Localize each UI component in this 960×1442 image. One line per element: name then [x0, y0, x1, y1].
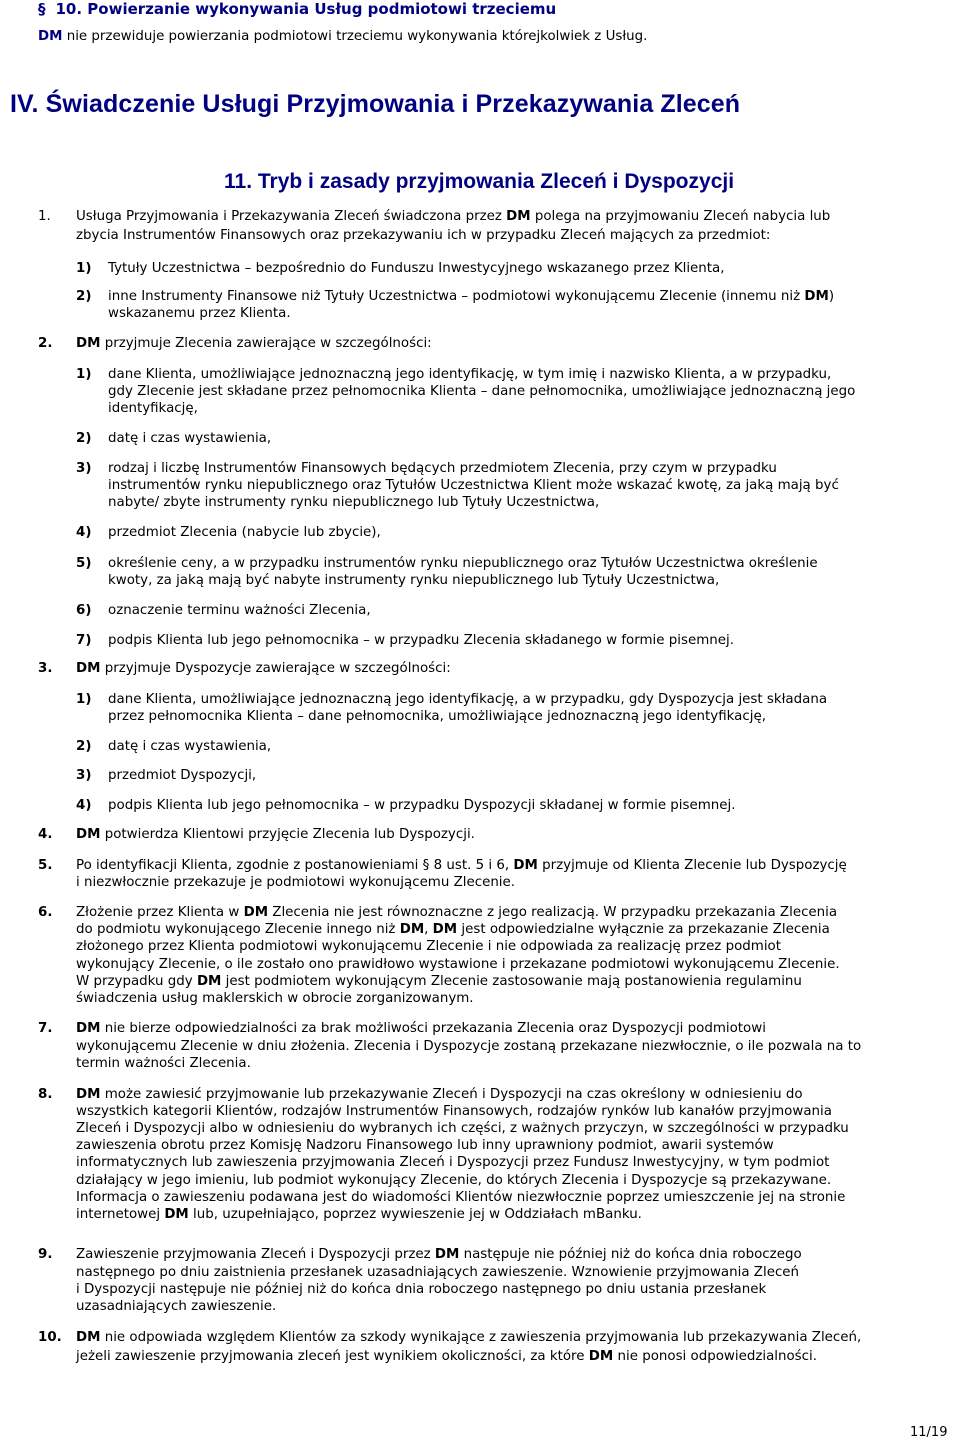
point-text-line: Zleceń i Dyspozycji albo w odniesieniu do wybranych ich części, z ważnych przyczyn, w szczególności w przypadku: [76, 1121, 849, 1136]
point-number: 7.: [38, 1021, 53, 1036]
subpoint-number: 1): [76, 261, 92, 276]
point-text-line: wykonujący Zlecenie, o ile zostało ono prawidłowo wystawione i przekazane podmiotowi wykonującemu Zlecenie.: [76, 957, 840, 972]
section-10-text: [38, 28, 647, 45]
subpoint-text: dane Klienta, umożliwiające jednoznaczną jego identyfikację, w tym imię i nazwisko Klienta, a w przypadku,: [108, 367, 832, 382]
subpoint-text: inne Instrumenty Finansowe niż Tytuły Uczestnictwa – podmiotowi wykonującemu Zlecenie (innemu niż DM): [108, 289, 835, 304]
point-text-line: następnego po dniu zaistnienia przesłanek uzasadniających zawieszenie. Wznowienie przyjmowania Zleceń: [76, 1265, 800, 1280]
subpoint-number: 1): [76, 367, 92, 382]
point-text-line: Po identyfikacji Klienta, zgodnie z postanowieniami § 8 ust. 5 i 6, DM przyjmuje od Klienta Zlecenie lub Dyspozycję: [76, 858, 847, 873]
point-text-line: wszystkich kategorii Klientów, rodzajów Instrumentów Finansowych, rodzajów rynków lub kanałów przyjmowania: [76, 1104, 832, 1119]
subpoint-text: Tytuły Uczestnictwa – bezpośrednio do Funduszu Inwestycyjnego wskazanego przez Klienta,: [108, 261, 725, 276]
point-text-line: internetowej DM lub, uzupełniająco, poprzez wywieszenie jej w Oddziałach mBanku.: [76, 1207, 642, 1222]
dm-abbrev: DM: [38, 29, 63, 44]
point-text-line: świadczenia usług maklerskich w obrocie zorganizowanym.: [76, 991, 474, 1006]
subpoint-number: 5): [76, 556, 92, 571]
point-text-line: W przypadku gdy DM jest podmiotem wykonującym Zlecenie zastosowanie mają postanowienia regulaminu: [76, 974, 802, 989]
section-11-heading: 11. Tryb i zasady przyjmowania Zleceń i Dyspozycji: [224, 170, 735, 193]
subpoint-text: gdy Zlecenie jest składane przez pełnomocnika Klienta – dane pełnomocnika, umożliwiające jednoznaczną jego: [108, 384, 856, 399]
point-text-line: jeżeli zawieszenie przyjmowania zleceń jest wynikiem okoliczności, za które DM nie ponosi odpowiedzialności.: [76, 1349, 817, 1364]
subpoint-number: 2): [76, 739, 92, 754]
subpoint-text: określenie ceny, a w przypadku instrumentów rynku niepublicznego oraz Tytułów Uczestnictwa określenie: [108, 556, 818, 571]
subpoint-number: 6): [76, 603, 92, 618]
point-number: 2.: [38, 336, 53, 351]
point-text-line: Złożenie przez Klienta w DM Zlecenia nie jest równoznaczne z jego realizacją. W przypadku przekazania Zlecenia: [76, 905, 838, 920]
point-text-line: DM nie bierze odpowiedzialności za brak możliwości przekazania Zlecenia oraz Dyspozycji podmiotowi: [76, 1021, 766, 1036]
subpoint-text: wskazanemu przez Klienta.: [108, 306, 291, 321]
subpoint-text: identyfikację,: [108, 401, 198, 416]
point-number: 8.: [38, 1087, 53, 1102]
section-10-title: 10. Powierzanie wykonywania Usług podmiotowi trzeciemu: [55, 0, 557, 18]
subpoint-number: 4): [76, 525, 92, 540]
section-10-heading: [38, 1, 556, 18]
subpoint-text: oznaczenie terminu ważności Zlecenia,: [108, 603, 371, 618]
point-text-line: informatycznych lub zawieszenia przyjmowania Zleceń i Dyspozycji przez Fundusz Inwestycyjny, w tym podmiot: [76, 1155, 830, 1170]
subpoint-number: 4): [76, 798, 92, 813]
point-text-line: uzasadniających zawieszenie.: [76, 1299, 277, 1314]
point-text-line: działający w jego imieniu, lub podmiot wykonujący Zlecenie, do których Zlecenia i Dyspozycje są przekazywane.: [76, 1173, 832, 1188]
point-text-line: Zawieszenie przyjmowania Zleceń i Dyspozycji przez DM następuje nie później niż do końca dnia roboczego: [76, 1247, 802, 1262]
point-text-line: i Dyspozycji następuje nie później niż do końca dnia roboczego następnego po dniu ustania przesłanek: [76, 1282, 767, 1297]
subpoint-number: 3): [76, 461, 92, 476]
point-number: 10.: [38, 1330, 62, 1345]
subpoint-number: 1): [76, 692, 92, 707]
point-number: 6.: [38, 905, 53, 920]
point-number: 5.: [38, 858, 53, 873]
subpoint-text: nabyte/ zbyte instrumenty rynku niepublicznego lub Tytuły Uczestnictwa,: [108, 495, 600, 510]
point-text-line: zawieszenia obrotu przez Komisję Nadzoru Finansowego lub inny uprawniony podmiot, awarii systemów: [76, 1138, 774, 1153]
chapter-iv-heading: IV. Świadczenie Usługi Przyjmowania i Przekazywania Zleceń: [10, 90, 741, 118]
point-text-line: DM potwierdza Klientowi przyjęcie Zlecenia lub Dyspozycji.: [76, 827, 475, 842]
point-number: 4.: [38, 827, 53, 842]
subpoint-number: 2): [76, 289, 92, 304]
point-text-line: Usługa Przyjmowania i Przekazywania Zleceń świadczona przez DM polega na przyjmowaniu Zleceń nabycia lub: [76, 209, 831, 224]
subpoint-text: rodzaj i liczbę Instrumentów Finansowych będących przedmiotem Zlecenia, przy czym w przypadku: [108, 461, 777, 476]
subpoint-number: 2): [76, 431, 92, 446]
point-text-line: złożonego przez Klienta podmiotowi wykonującemu Zlecenie i nie odpowiada za realizację przez podmiot: [76, 939, 781, 954]
point-text-line: zbycia Instrumentów Finansowych oraz przekazywaniu ich w przypadku Zleceń mających za przedmiot:: [76, 228, 771, 243]
subpoint-text: dane Klienta, umożliwiające jednoznaczną jego identyfikację, a w przypadku, gdy Dyspozycja jest składana: [108, 692, 828, 707]
point-text-line: DM może zawiesić przyjmowanie lub przekazywanie Zleceń i Dyspozycji na czas określony w odniesieniu do: [76, 1087, 803, 1102]
subpoint-text: datę i czas wystawienia,: [108, 431, 272, 446]
subpoint-number: 7): [76, 633, 92, 648]
subpoint-text: datę i czas wystawienia,: [108, 739, 272, 754]
subpoint-text: przedmiot Zlecenia (nabycie lub zbycie),: [108, 525, 381, 540]
subpoint-number: 3): [76, 768, 92, 783]
point-text-line: Informacja o zawieszeniu podawana jest do wiadomości Klientów niezwłocznie poprzez umieszczenie jej na stronie: [76, 1190, 846, 1205]
point-text-line: termin ważności Zlecenia.: [76, 1056, 251, 1071]
point-number: 1.: [38, 209, 51, 224]
section-10-body: nie przewiduje powierzania podmiotowi trzeciemu wykonywania którejkolwiek z Usług.: [62, 29, 648, 44]
point-text-line: DM przyjmuje Dyspozycje zawierające w szczególności:: [76, 661, 451, 676]
subpoint-text: przez pełnomocnika Klienta – dane pełnomocnika, umożliwiające jednoznaczną jego identyfikację,: [108, 709, 766, 724]
subpoint-text: instrumentów rynku niepublicznego oraz Tytułów Uczestnictwa Klient może wskazać kwotę, za jaką mają być: [108, 478, 839, 493]
point-text-line: DM nie odpowiada względem Klientów za szkody wynikające z zawieszenia przyjmowania lub przekazywania Zleceń,: [76, 1330, 862, 1345]
section-symbol: §: [38, 0, 46, 18]
point-text-line: wykonującemu Zlecenie w dniu złożenia. Zlecenia i Dyspozycje zostaną przekazane niezwłocznie, o ile pozwala na to: [76, 1039, 862, 1054]
point-text-line: i niezwłocznie przekazuje je podmiotowi wykonującemu Zlecenie.: [76, 875, 516, 890]
subpoint-text: podpis Klienta lub jego pełnomocnika – w przypadku Zlecenia składanego w formie pisemnej.: [108, 633, 734, 648]
point-text-line: DM przyjmuje Zlecenia zawierające w szczególności:: [76, 336, 432, 351]
point-number: 3.: [38, 661, 53, 676]
subpoint-text: przedmiot Dyspozycji,: [108, 768, 257, 783]
point-text-line: do podmiotu wykonującego Zlecenie innego niż DM, DM jest odpowiedzialne wyłącznie za przekazanie Zlecenia: [76, 922, 830, 937]
subpoint-text: podpis Klienta lub jego pełnomocnika – w przypadku Dyspozycji składanej w formie pisemnej.: [108, 798, 736, 813]
subpoint-text: kwoty, za jaką mają być nabyte instrumenty rynku niepublicznego lub Tytuły Uczestnictwa,: [108, 573, 720, 588]
point-number: 9.: [38, 1247, 53, 1262]
page-number: 11/19: [910, 1425, 948, 1440]
